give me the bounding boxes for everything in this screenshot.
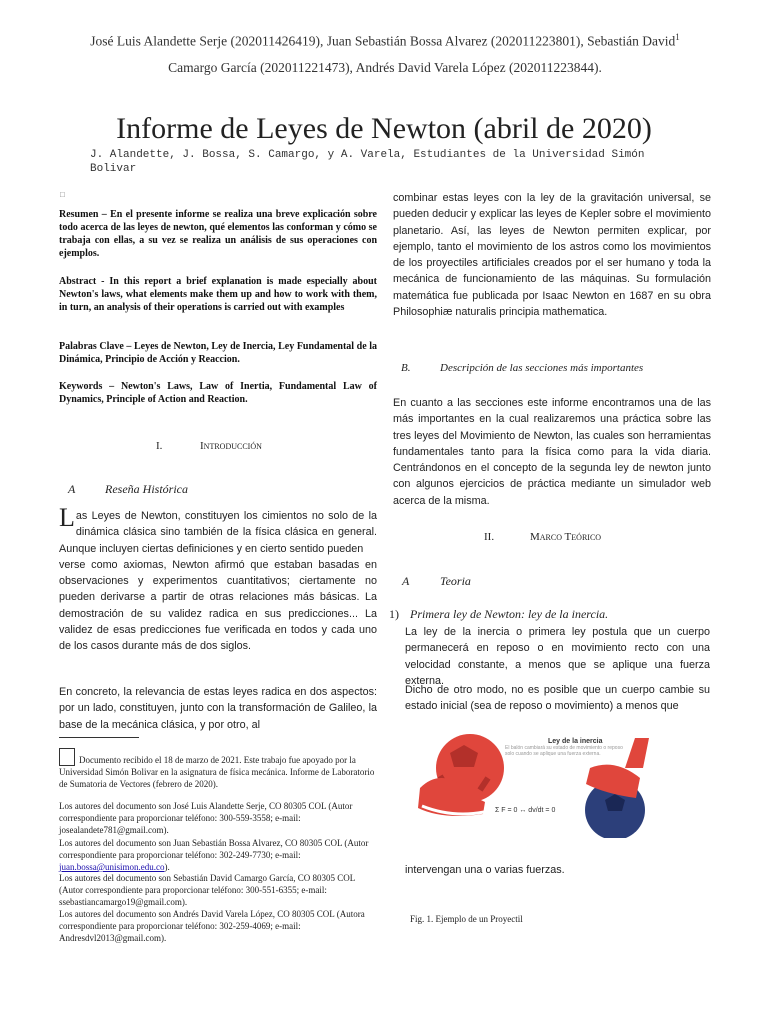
footnote-2: Los autores del documento son José Luis Alandette Serje, CO 80305 COL (Autor correspondiente para proporcionar teléfono: 300-559-3558; e-mail: josealandete781@gmail.com). [59,801,353,835]
figure-caption: Fig. 1. Ejemplo de un Proyectil [410,914,523,924]
item-1-title: Primera ley de Newton: ley de la inercia. [410,607,609,621]
byline: J. Alandette, J. Bossa, S. Camargo, y A. Varela, Estudiantes de la Universidad Simón Bolivar [90,149,645,175]
footnote-3: Los autores del documento son Juan Sebastián Bossa Alvarez, CO 80305 COL (Autor correspondiente para proporcionar teléfono: 302-249-7730; e-mail: juan.bossa@unisimon.edu.co). [59,838,369,872]
subsection-a2-title: Teoria [440,574,471,588]
footnote-5: Los autores del documento son Andrés David Varela López, CO 80305 COL (Autora correspondiente para proporcionar teléfono: 302-259-4069; e-mail: Andresdvl2013@gmail.com). [59,909,365,943]
authors-line-1: José Luis Alandette Serje (202011426419), Juan Sebastián Bossa Alvarez (202011223801), Sebastián David$^1$ [90,32,680,49]
drop-cap: L [59,503,75,532]
subsection-a-title: Reseña Histórica [105,482,188,496]
placeholder-box-icon: □ [60,190,65,199]
subsection-a-letter: A [68,482,76,496]
section-1-title: Introducción [200,440,262,452]
figure-inertia-image [410,728,740,838]
figure-heading: Ley de la inercia [548,738,603,745]
subsection-b-letter: B. [401,362,411,374]
intro-paragraph-2: En concreto, la relevancia de estas leyes radica en dos aspectos: por un lado, constituyen, junto con la transformación de Galileo, la base de la mecánica clásica, y por otro, al [59,686,377,731]
figure-formula: Σ F = 0 ↔ dv/dt = 0 [495,807,556,814]
section-2-number: II. [484,531,495,543]
footnote-box-icon [59,748,75,766]
subsection-b-title: Descripción de las secciones más importantes [440,362,644,374]
figure-note-wrapper [505,745,625,785]
right-paragraph-1: combinar estas leyes con la ley de la gravitación universal, se pueden deducir y explicar las leyes de Kepler sobre el movimiento planetario. Así, las leyes de Newton permiten explicar, por ejemplo, tanto el movimiento de los astros como los movimientos de los proyectiles artificiales creados por el ser humano y toda la mecánica de funcionamiento de las máquinas. Su formulación matemática fue publicada por Isaac Newton en 1687 en su obra Philosophiæ naturalis principia mathematica. [393,192,711,319]
section-1-number: I. [156,440,163,452]
email-link[interactable]: juan.bossa@unisimon.edu.co [59,862,165,872]
footnote-divider [59,737,139,738]
authors-block [40,24,730,81]
footnote-1: Documento recibido el 18 de marzo de 2021. Este trabajo fue apoyado por la Universidad Simón Bolivar en la asignatura de física mecánica. Informe de Laboratorio de Sumatoria de Vectores (febrero de 2020). [59,748,377,790]
item-1-number: 1) [389,607,399,621]
footnote-4: Los autores del documento son Sebastián David Camargo García, CO 80305 COL (Autor correspondiente para proporcionar teléfono: 300-551-6355; e-mail: ssebastiancamargo19@gmail.com). [59,873,355,907]
paper-title: Informe de Leyes de Newton (abril de 2020) [116,112,652,145]
subsection-a2-letter: A [402,574,410,588]
section-2-title: Marco Teórico [530,531,602,543]
keywords: Keywords – Newton's Laws, Law of Inertia, Fundamental Law of Dynamics, Principle of Action and Reaction. [59,381,377,405]
item-1-text-3: intervengan una o varias fuerzas. [405,864,565,876]
authors-line-2: Camargo García (202011221473), Andrés David Varela López (202011223844). [168,59,602,75]
palabras-clave: Palabras Clave – Leyes de Newton, Ley de Inercia, Ley Fundamental de la Dinámica, Principio de Acción y Reaccion. [59,341,377,365]
resumen: Resumen – En el presente informe se realiza una breve explicación sobre todo acerca de las leyes de newton, qué elementos las conforman y cómo se trabaja con ellas, a su vez se realiza un análisis de sus operaciones con ejemplos. [59,209,377,259]
intro-paragraph: Las Leyes de Newton, constituyen los cimientos no solo de la dinámica clásica sino también de la física clásica en general. Aunque incluyen ciertas definiciones y en cierto sentido pueden verse como axiomas, Newton afirmó que estaban basadas en observaciones y experimentos cuantitativos; ciertamente no pueden derivarse a partir de otras relaciones más básicas. La demostración de su validez radica en sus predicciones... La validez de esas predicciones fue verificada en todos y cada uno de los casos durante más de dos siglos. [59,503,377,653]
right-paragraph-2: En cuanto a las secciones este informe encontramos una de las más importantes en la cual realizaremos una práctica sobre las tres leyes del Movimiento de Newton, las cuales son herramientas fundamentales tanto para la física como para la vida diaria. Centrándonos en el concepto de la segunda ley de newton junto con algunos ejercicios de práctica mediante un simulador web acerca de la misma. [393,397,711,507]
item-1-text: La ley de la inercia o primera ley postula que un cuerpo permanecerá en reposo o en movimiento recto con una velocidad constante, a menos que se aplique una fuerza externa. [405,626,710,687]
item-1-text-2: Dicho de otro modo, no es posible que un cuerpo cambie su estado inicial (sea de reposo o movimiento) a menos que [405,684,710,713]
abstract: Abstract - In this report a brief explanation is made especially about Newton's laws, what elements make them up and how to work with them, in turn, an analysis of their operations is carried out with examples [59,276,377,313]
figure-note: El balón cambiará su estado de movimiento o reposo solo cuando se aplique una fuerza externa. [505,745,623,757]
